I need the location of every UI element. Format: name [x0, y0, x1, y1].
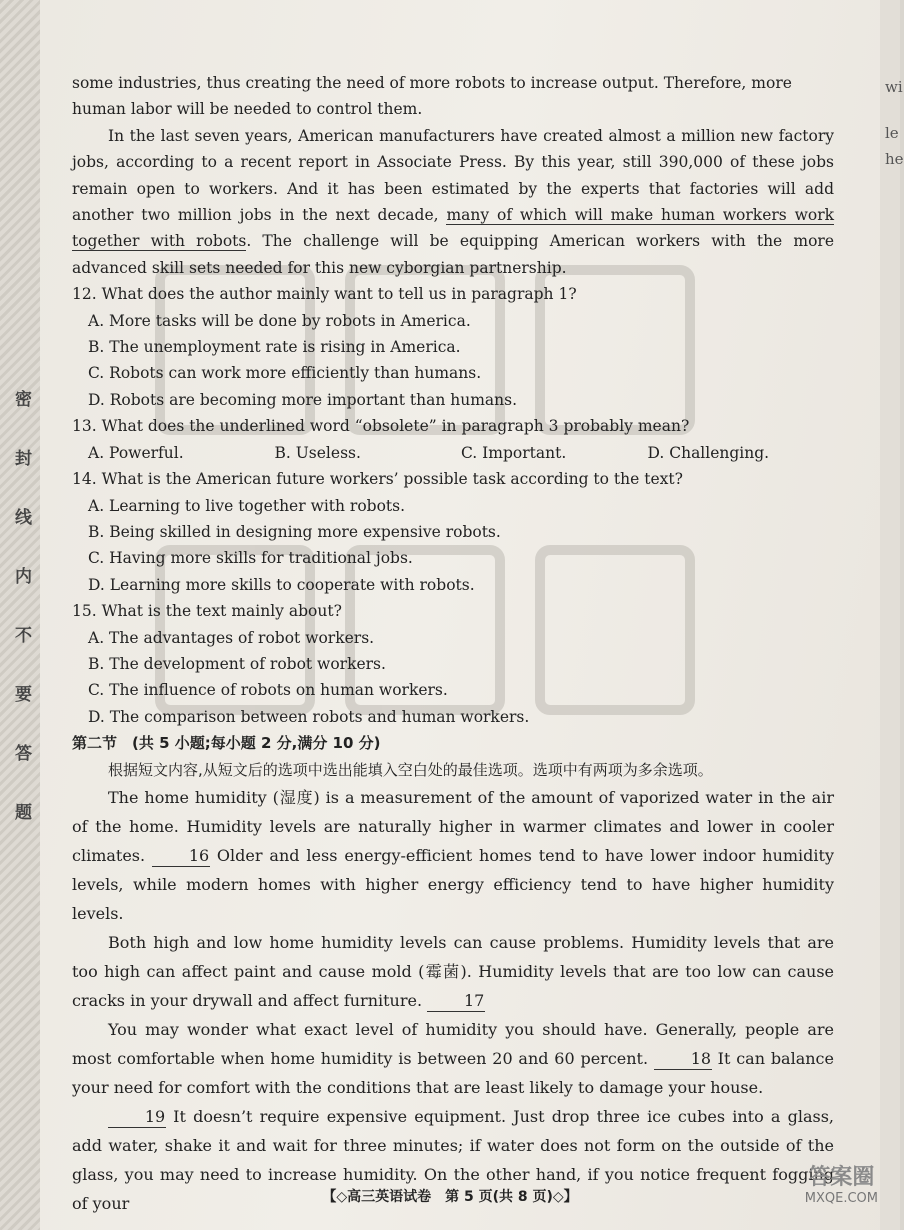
option-d[interactable]: D. Challenging.	[647, 443, 770, 462]
binding-notice: 密封线内不要答题	[11, 390, 31, 862]
option-b[interactable]: B. The development of robot workers.	[88, 654, 386, 673]
watermark-logo	[805, 1160, 878, 1206]
option-c[interactable]: C. Robots can work more efficiently than humans.	[88, 364, 482, 383]
blank-18[interactable]: 18	[654, 1049, 712, 1070]
paragraph-text: You may wonder what exact level of humidity you should have. Generally, people are most comfortable when home humidity is between 20 and 60 percent.	[72, 1019, 834, 1068]
options-row	[72, 440, 834, 466]
paragraph-text: . The challenge will be equipping American workers with the more advanced skill sets needed for this new cyborgian partnership.	[72, 232, 834, 277]
exam-content	[72, 70, 834, 1218]
passage-paragraph	[72, 928, 834, 1015]
option-d[interactable]: D. The comparison between robots and human workers.	[88, 707, 530, 726]
option-a[interactable]: A. The advantages of robot workers.	[88, 628, 375, 647]
question-14	[72, 466, 834, 598]
edge-fragment: le	[885, 124, 899, 142]
section-heading: 第二节 (共 5 小题;每小题 2 分,满分 10 分)	[72, 734, 381, 753]
blank-17[interactable]: 17	[427, 991, 485, 1012]
paragraph-text: Older and less energy-efficient homes tend to have lower indoor humidity levels, while modern homes with higher energy efficiency tend to have higher humidity levels.	[72, 845, 834, 923]
section-instruction: 根据短文内容,从短文后的选项中选出能填入空白处的最佳选项。选项中有两项为多余选项。	[108, 760, 713, 779]
option-b[interactable]: B. Useless.	[274, 443, 361, 462]
question-stem: 15. What is the text mainly about?	[72, 602, 342, 621]
option-b[interactable]: B. The unemployment rate is rising in America.	[88, 338, 461, 357]
question-stem: 12. What does the author mainly want to tell us in paragraph 1?	[72, 285, 577, 304]
question-stem: 14. What is the American future workers’ possible task according to the text?	[72, 470, 683, 489]
cloze-passage	[72, 783, 834, 1218]
paragraph-text: Both high and low home humidity levels can cause problems. Humidity levels that are too high can affect paint and cause mold (霉菌). Humidity levels that are too low can cause cracks in your drywall and affect furniture.	[72, 932, 834, 1010]
blank-19[interactable]: 19	[108, 1107, 166, 1128]
edge-fragment: he	[885, 150, 904, 168]
option-c[interactable]: C. Having more skills for traditional jobs.	[88, 549, 413, 568]
edge-fragment: wi	[885, 78, 903, 96]
underlined-phrase: many of which will make human workers work together with robots	[72, 206, 834, 251]
option-a[interactable]: A. Learning to live together with robots.	[88, 496, 406, 515]
passage-paragraph	[72, 123, 834, 281]
question-15	[72, 598, 834, 730]
blank-16[interactable]: 16	[152, 846, 210, 867]
option-d[interactable]: D. Robots are becoming more important than humans.	[88, 390, 518, 409]
question-12	[72, 281, 834, 413]
watermark-logo-url: MXQE.COM	[804, 1191, 878, 1206]
next-page-edge	[880, 0, 900, 1230]
binding-margin	[0, 0, 40, 1230]
paragraph-text: The home humidity (湿度) is a measurement of the amount of vaporized water in the air of the home. Humidity levels are naturally higher in warmer climates and lower in cooler climates.	[72, 787, 834, 865]
option-d[interactable]: D. Learning more skills to cooperate with robots.	[88, 575, 475, 594]
paragraph-text: In the last seven years, American manufacturers have created almost a million new factory jobs, according to a recent report in Associate Press. By this year, still 390,000 of these jobs remain open to workers. And it has been estimated by the experts that factories will add another two million jobs in the next decade,	[72, 126, 834, 225]
page-footer: 【◇高三英语试卷 第 5 页(共 8 页)◇】	[322, 1189, 578, 1205]
option-c[interactable]: C. The influence of robots on human workers.	[88, 681, 448, 700]
option-a[interactable]: A. Powerful.	[88, 443, 184, 462]
passage-paragraph	[72, 783, 834, 928]
question-stem: 13. What does the underlined word “obsolete” in paragraph 3 probably mean?	[72, 417, 690, 436]
paragraph-text: It can balance your need for comfort with the conditions that are least likely to damage your house.	[72, 1048, 834, 1097]
watermark-logo-title: 答案圈	[808, 1165, 875, 1190]
option-b[interactable]: B. Being skilled in designing more expensive robots.	[88, 522, 501, 541]
question-13	[72, 413, 834, 466]
paragraph-text: It doesn’t require expensive equipment. Just drop three ice cubes into a glass, add water, shake it and wait for three minutes; if water does not form on the outside of the glass, you may need to increase humidity. On the other hand, if you notice frequent fogging of your	[72, 1106, 834, 1213]
option-c[interactable]: C. Important.	[461, 443, 567, 462]
passage-paragraph	[72, 1015, 834, 1102]
passage-paragraph: some industries, thus creating the need of more robots to increase output. Therefore, more human labor will be needed to control them.	[72, 74, 792, 119]
option-a[interactable]: A. More tasks will be done by robots in America.	[88, 311, 471, 330]
